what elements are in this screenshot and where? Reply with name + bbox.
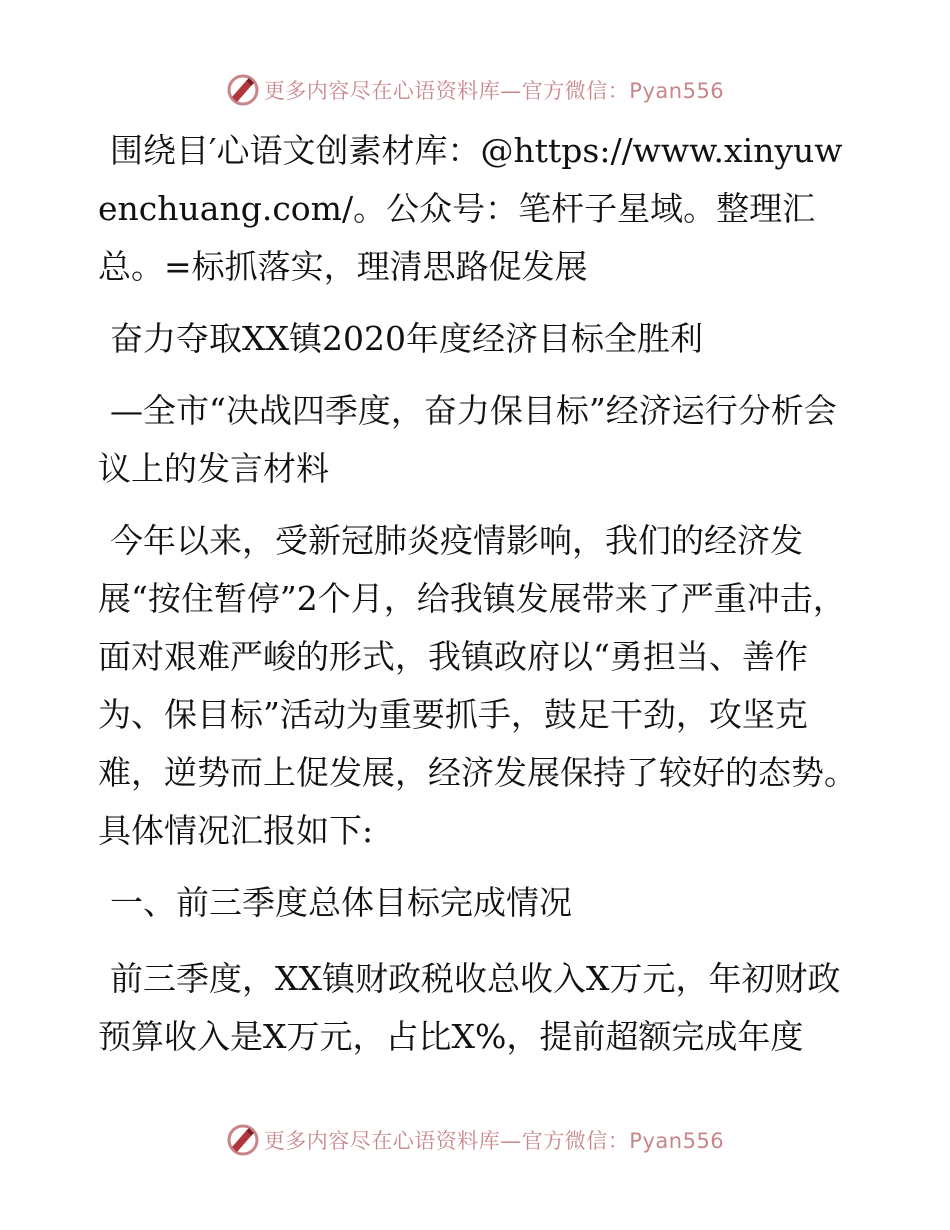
watermark-text: 更多内容尽在心语资料库—官方微信：Pyan556 bbox=[263, 1129, 725, 1153]
watermark-banner-top bbox=[0, 70, 950, 110]
pen-logo-icon bbox=[226, 1123, 260, 1157]
body-paragraph: 今年以来，受新冠肺炎疫情影响，我们的经济发展“按住暂停”2个月，给我镇发展带来了严重冲击，面对艰难严峻的形式，我镇政府以“勇担当、善作为、保目标”活动为重要抓手，鼓足干劲，攻坚克难，逆势而上促发展，经济发展保持了较好的态势。具体情况汇报如下: bbox=[98, 521, 857, 850]
document-subtitle: —全市“决战四季度，奋力保目标”经济运行分析会议上的发言材料 bbox=[98, 391, 837, 488]
watermark-banner-bottom bbox=[0, 1120, 950, 1160]
pen-logo-icon bbox=[226, 73, 260, 107]
body-paragraph: 前三季度，XX镇财政税收总收入X万元，年初财政预算收入是X万元，占比X%，提前超额完成年度 bbox=[98, 959, 841, 1056]
watermark-text: 更多内容尽在心语资料库—官方微信：Pyan556 bbox=[263, 79, 725, 103]
document-title: 奋力夺取XX镇2020年度经济目标全胜利 bbox=[110, 319, 703, 358]
document-body bbox=[98, 122, 858, 1080]
section-heading: 一、前三季度总体目标完成情况 bbox=[110, 883, 572, 922]
intro-paragraph: 围绕目′心语文创素材库：@https://www.xinyuwenchuang.com/。公众号：笔杆子星域。整理汇总。=标抓落实，理清思路促发展 bbox=[98, 131, 843, 286]
